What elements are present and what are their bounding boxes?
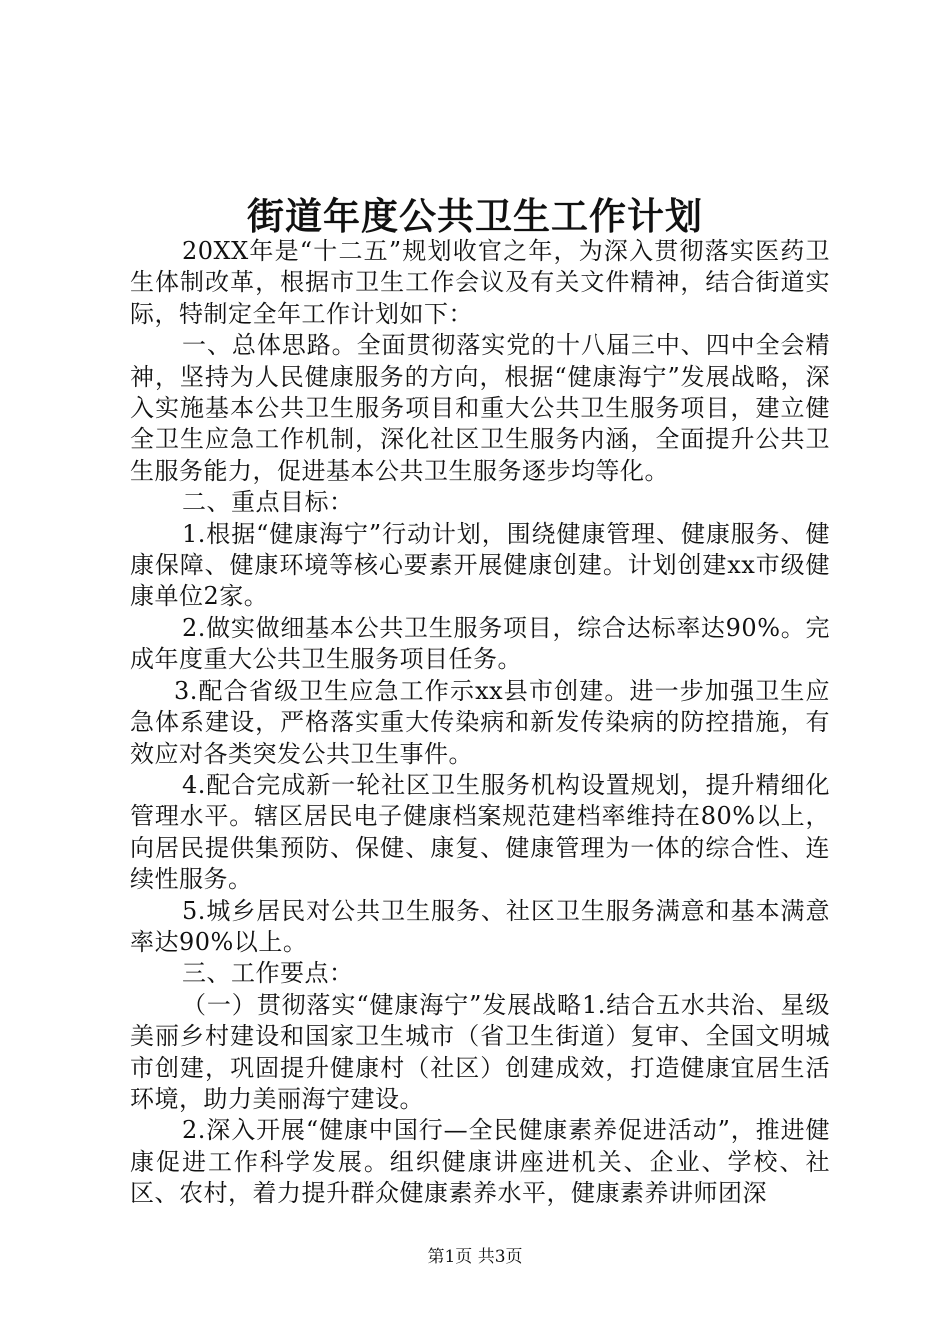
section-work-points-heading: 三、工作要点： bbox=[182, 959, 354, 988]
goal-item-1: 1.根据“健康海宁”行动计划，围绕健康管理、健康服务、健康保障、健康环境等核心要素开展健康创建。计划创建xx市级健康单位2家。 bbox=[130, 519, 830, 611]
work-point-1: （一）贯彻落实“健康海宁”发展战略1.结合五水共治、星级美丽乡村建设和国家卫生城市（省卫生街道）复审、全国文明城市创建，巩固提升健康村（社区）创建成效，打造健康宜居生活环境，助力美丽海宁建设。 bbox=[130, 990, 830, 1113]
goal-item-5: 5.城乡居民对公共卫生服务、社区卫生服务满意和基本满意率达90%以上。 bbox=[130, 896, 830, 956]
section-key-goals-heading: 二、重点目标： bbox=[182, 488, 354, 517]
work-point-2: 2.深入开展“健康中国行—全民健康素养促进活动”，推进健康促进工作科学发展。组织健康讲座进机关、企业、学校、社区、农村，着力提升群众健康素养水平，健康素养讲师团深 bbox=[130, 1116, 830, 1208]
intro-paragraph: 20XX年是“十二五”规划收官之年，为深入贯彻落实医药卫生体制改革，根据市卫生工作会议及有关文件精神，结合街道实际，特制定全年工作计划如下： bbox=[130, 237, 830, 328]
document-body bbox=[130, 236, 830, 1210]
document-title: 街道年度公共卫生工作计划 bbox=[247, 194, 703, 238]
page-number-footer: 第1页 共3页 bbox=[427, 1247, 523, 1267]
goal-item-3: 3.配合省级卫生应急工作示xx县市创建。进一步加强卫生应急体系建设，严格落实重大传染病和新发传染病的防控措施，有效应对各类突发公共卫生事件。 bbox=[130, 676, 830, 768]
goal-item-4: 4.配合完成新一轮社区卫生服务机构设置规划，提升精细化管理水平。辖区居民电子健康档案规范建档率维持在80%以上，向居民提供集预防、保健、康复、健康管理为一体的综合性、连续性服务。 bbox=[130, 770, 830, 894]
section-overall-approach: 一、总体思路。全面贯彻落实党的十八届三中、四中全会精神，坚持为人民健康服务的方向，根据“健康海宁”发展战略，深入实施基本公共卫生服务项目和重大公共卫生服务项目，建立健全卫生应急工作机制，深化社区卫生服务内涵，全面提升公共卫生服务能力，促进基本公共卫生服务逐步均等化。 bbox=[130, 331, 830, 485]
goal-item-2: 2.做实做细基本公共卫生服务项目，综合达标率达90%。完成年度重大公共卫生服务项目任务。 bbox=[130, 613, 830, 674]
